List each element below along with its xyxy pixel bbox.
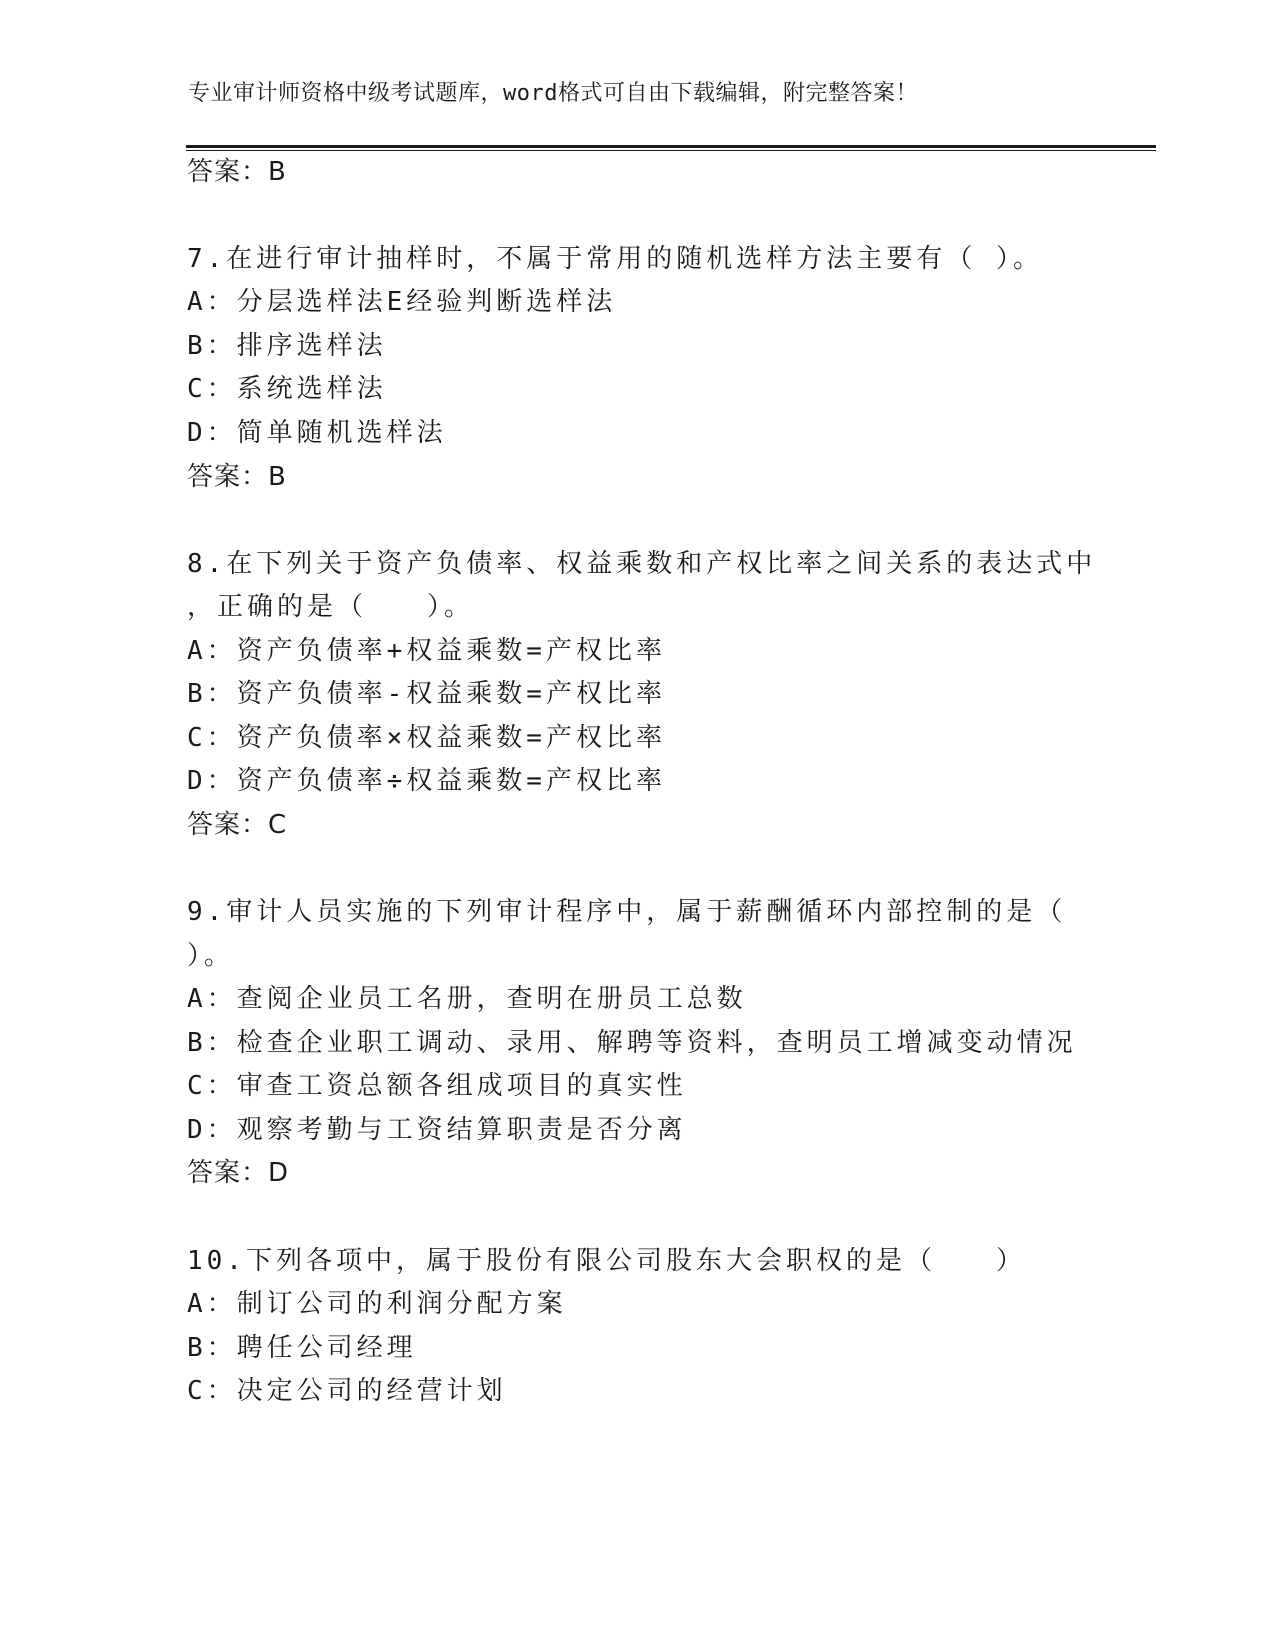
question-7-answer: 答案：B bbox=[187, 462, 287, 492]
question-8-stem-line-1: 8.在下列关于资产负债率、权益乘数和产权比率之间关系的表达式中 bbox=[187, 549, 1097, 579]
question-9-option-c: C：审查工资总额各组成项目的真实性 bbox=[187, 1071, 687, 1101]
question-7-option-d: D：简单随机选样法 bbox=[187, 418, 447, 448]
header-rule-thin bbox=[186, 150, 1156, 151]
question-7-option-b: B：排序选样法 bbox=[187, 331, 387, 361]
question-10-stem: 10.下列各项中，属于股份有限公司股东大会职权的是（ ） bbox=[187, 1246, 1026, 1276]
question-7-option-a: A：分层选样法E经验判断选样法 bbox=[187, 287, 617, 317]
question-8-stem-line-2: ，正确的是（ ）。 bbox=[187, 592, 475, 622]
question-8-option-c: C：资产负债率×权益乘数=产权比率 bbox=[187, 723, 666, 753]
question-7-option-c: C：系统选样法 bbox=[187, 374, 387, 404]
question-9-stem-line-2: ）。 bbox=[187, 941, 235, 971]
question-7-stem: 7.在进行审计抽样时，不属于常用的随机选样方法主要有（ ）。 bbox=[187, 244, 1043, 274]
question-9-option-d: D：观察考勤与工资结算职责是否分离 bbox=[187, 1115, 687, 1145]
question-9-option-b: B：检查企业职工调动、录用、解聘等资料，查明员工增减变动情况 bbox=[187, 1028, 1077, 1058]
question-10-option-a: A：制订公司的利润分配方案 bbox=[187, 1289, 567, 1319]
question-9-answer: 答案：D bbox=[187, 1158, 290, 1188]
question-8-answer: 答案：C bbox=[187, 810, 288, 840]
question-9-option-a: A：查阅企业员工名册，查明在册员工总数 bbox=[187, 984, 747, 1014]
previous-answer: 答案：B bbox=[187, 157, 287, 187]
header-rule bbox=[186, 145, 1156, 148]
question-8-option-d: D：资产负债率÷权益乘数=产权比率 bbox=[187, 766, 666, 796]
question-10-option-b: B：聘任公司经理 bbox=[187, 1333, 417, 1363]
question-10-option-c: C：决定公司的经营计划 bbox=[187, 1376, 507, 1406]
question-9-stem-line-1: 9.审计人员实施的下列审计程序中，属于薪酬循环内部控制的是（ bbox=[187, 897, 1067, 927]
page-header: 专业审计师资格中级考试题库，word格式可自由下载编辑，附完整答案！ bbox=[188, 81, 918, 106]
question-8-option-b: B：资产负债率-权益乘数=产权比率 bbox=[187, 679, 666, 709]
question-8-option-a: A：资产负债率+权益乘数=产权比率 bbox=[187, 636, 666, 666]
